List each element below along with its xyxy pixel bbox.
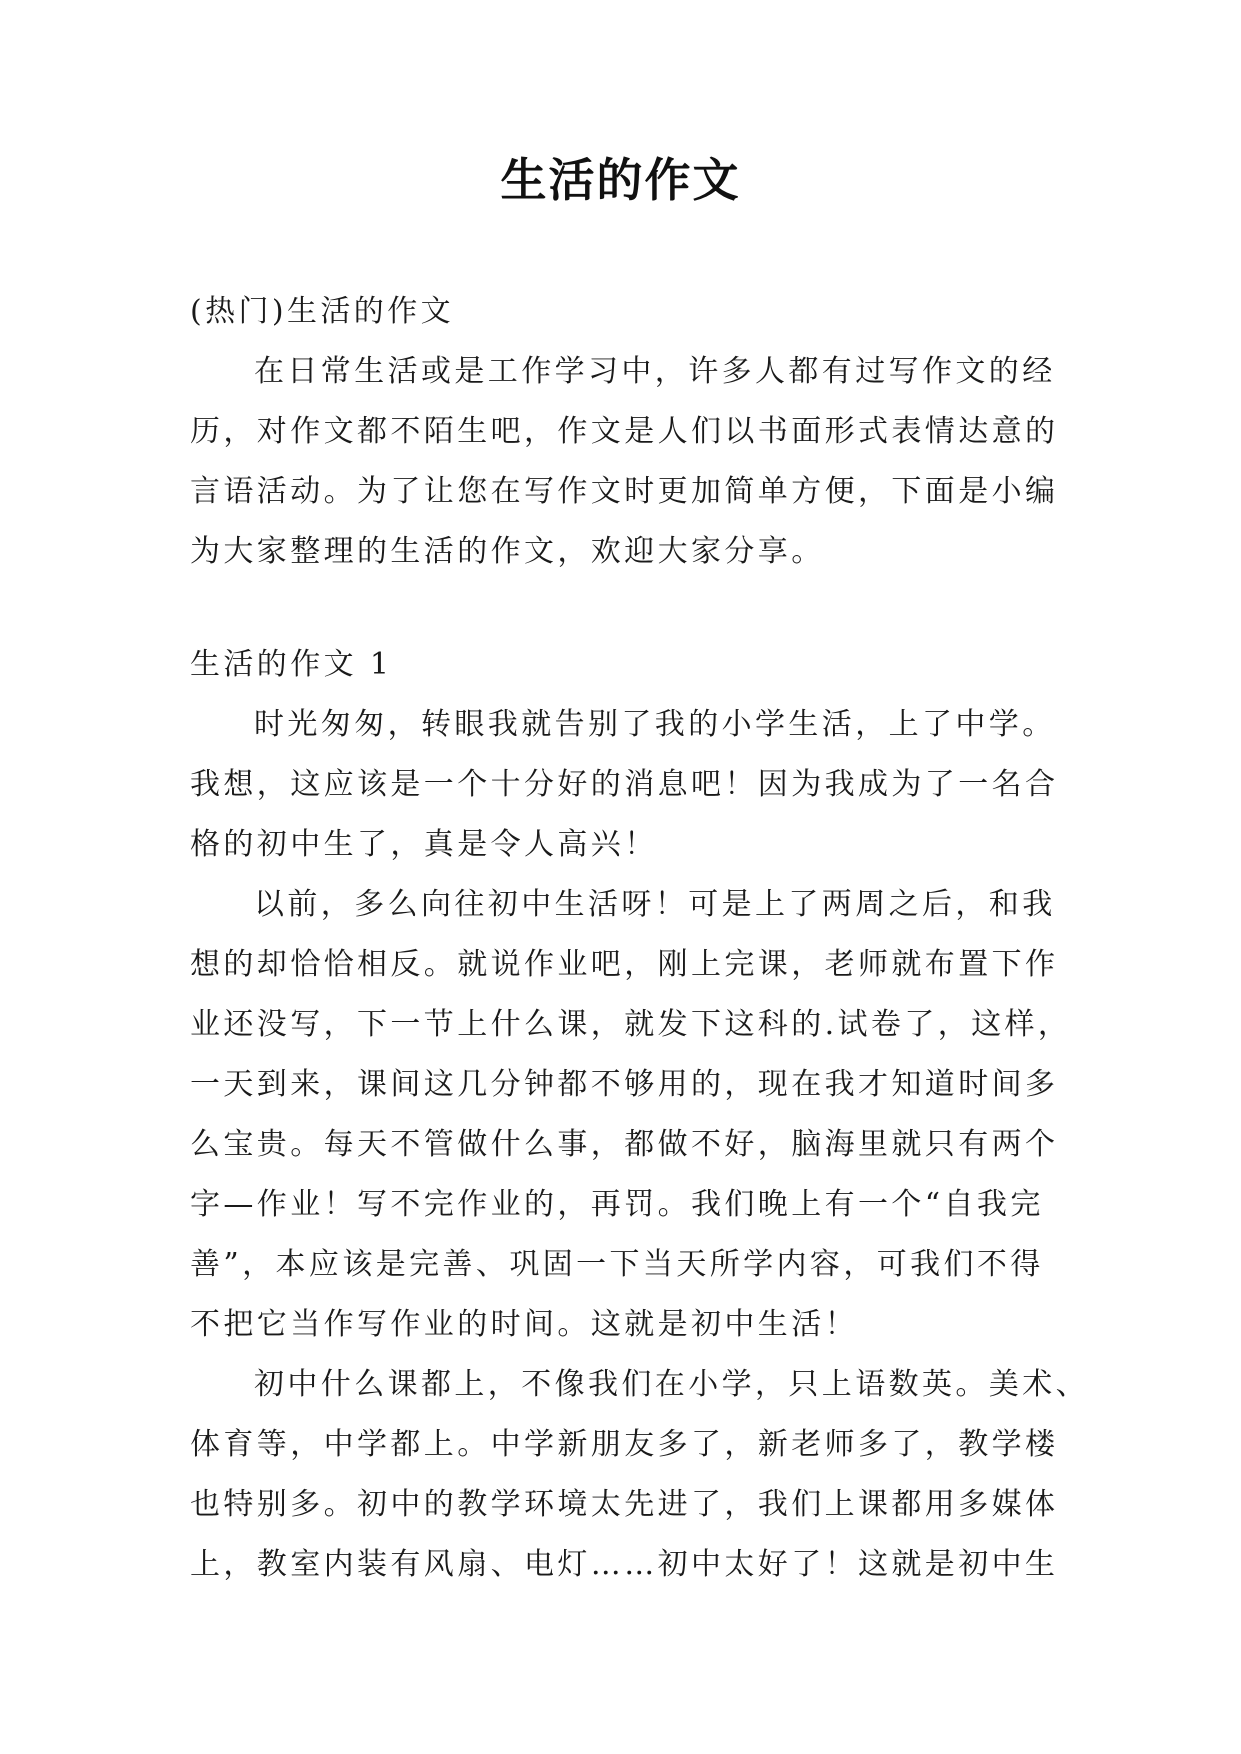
text-line: 为大家整理的生活的作文，欢迎大家分享。 <box>190 534 825 569</box>
text-line: 也特别多。初中的教学环境太先进了，我们上课都用多媒体 <box>190 1487 1059 1522</box>
section-heading: 生活的作文 1 <box>190 647 393 682</box>
text-line: 一天到来，课间这几分钟都不够用的，现在我才知道时间多 <box>190 1067 1059 1102</box>
section-spacer <box>190 582 1060 635</box>
text-line: 字—作业！写不完作业的，再罚。我们晚上有一个“自我完 <box>190 1187 1044 1222</box>
text-line: 历，对作文都不陌生吧，作文是人们以书面形式表情达意的 <box>190 414 1059 449</box>
text-line: 善”，本应该是完善、巩固一下当天所学内容，可我们不得 <box>190 1247 1044 1282</box>
text-line: 不把它当作写作业的时间。这就是初中生活！ <box>190 1307 858 1342</box>
document-title: 生活的作文 <box>500 153 741 207</box>
text-line: 言语活动。为了让您在写作文时更加简单方便，下面是小编 <box>190 474 1059 509</box>
intro-paragraph <box>190 342 1060 582</box>
text-line: 初中什么课都上，不像我们在小学，只上语数英。美术、 <box>254 1367 1089 1402</box>
text-line: 格的初中生了，真是令人高兴！ <box>190 827 658 862</box>
body-paragraph <box>190 695 1060 875</box>
text-line: 上，教室内装有风扇、电灯……初中太好了！这就是初中生 <box>190 1547 1059 1582</box>
body-paragraph <box>190 1355 1089 1595</box>
text-line: 我想，这应该是一个十分好的消息吧！因为我成为了一名合 <box>190 767 1059 802</box>
text-line: 以前，多么向往初中生活呀！可是上了两周之后，和我 <box>254 887 1056 922</box>
text-line: 业还没写，下一节上什么课，就发下这科的.试卷了，这样， <box>190 1007 1072 1042</box>
document-body <box>190 282 1089 1595</box>
document-subtitle: (热门)生活的作文 <box>190 294 455 329</box>
text-line: 在日常生活或是工作学习中，许多人都有过写作文的经 <box>254 354 1056 389</box>
text-line: 想的却恰恰相反。就说作业吧，刚上完课，老师就布置下作 <box>190 947 1059 982</box>
text-line: 时光匆匆，转眼我就告别了我的小学生活，上了中学。 <box>254 707 1056 742</box>
text-line: 体育等，中学都上。中学新朋友多了，新老师多了，教学楼 <box>190 1427 1059 1462</box>
text-line: 么宝贵。每天不管做什么事，都做不好，脑海里就只有两个 <box>190 1127 1059 1162</box>
body-paragraph <box>190 875 1072 1355</box>
